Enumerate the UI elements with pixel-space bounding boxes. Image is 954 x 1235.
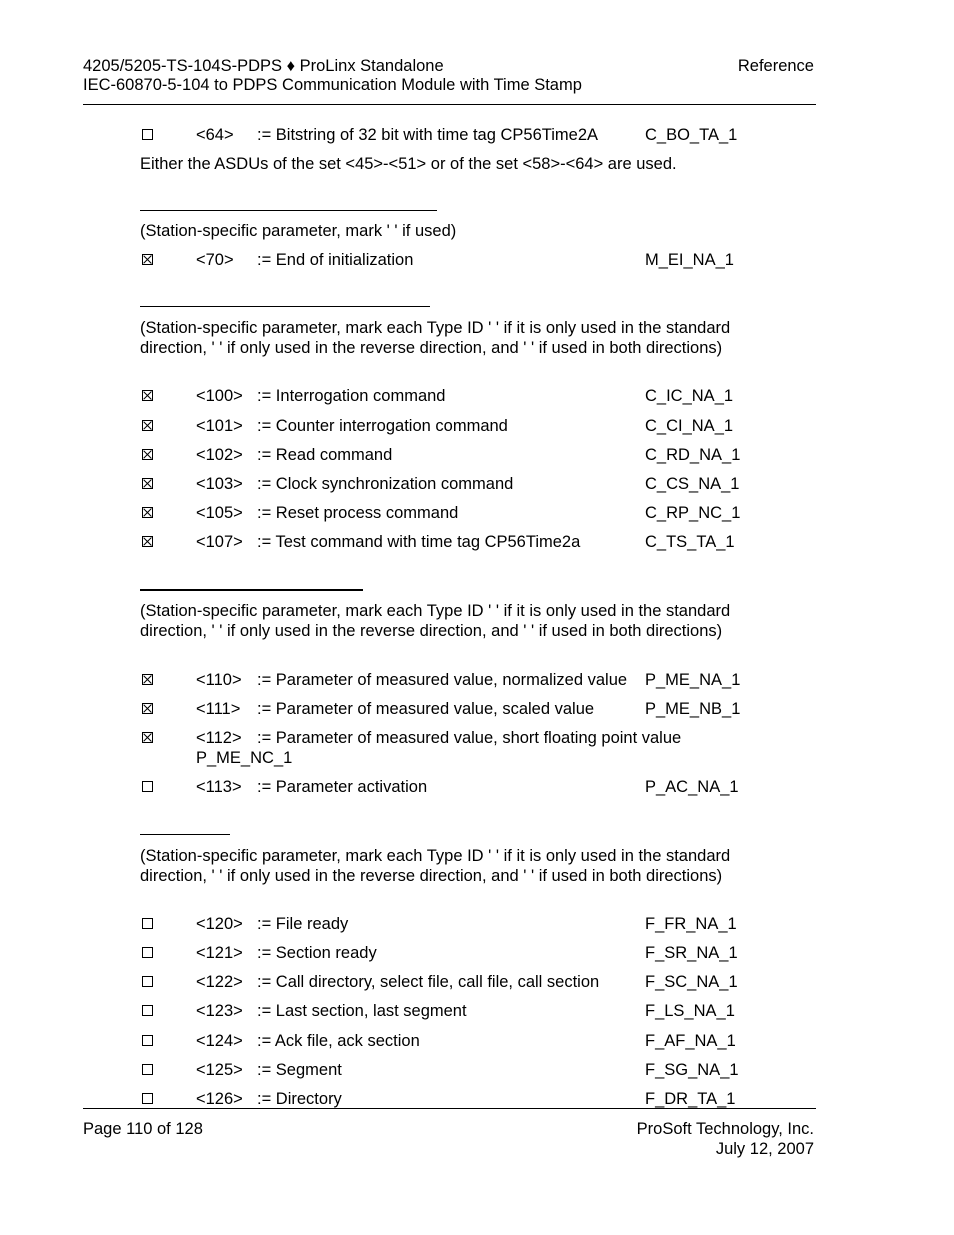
type-id: <125> [196, 1061, 243, 1079]
checkbox[interactable] [142, 918, 153, 929]
document-date: July 12, 2007 [715, 1139, 814, 1158]
type-id: <126> [196, 1090, 243, 1108]
type-code: C_CI_NA_1 [645, 417, 734, 435]
checkbox[interactable] [142, 1093, 153, 1104]
section-instruction: (Station-specific parameter, mark each Type ID ' ' if it is only used in the standard direction, ' ' if only used in the reverse direction, and ' ' if used in both directions) [140, 602, 731, 640]
section-instruction: (Station-specific parameter, mark each Type ID ' ' if it is only used in the standard direction, ' ' if only used in the reverse direction, and ' ' if used in both directions) [140, 319, 731, 357]
checked-checkbox[interactable] [142, 449, 153, 460]
type-description: := Directory [257, 1090, 342, 1108]
type-description: := Clock synchronization command [257, 475, 514, 493]
section-instruction: (Station-specific parameter, mark each Type ID ' ' if it is only used in the standard direction, ' ' if only used in the reverse direction, and ' ' if used in both directions) [140, 847, 731, 885]
type-code: F_AF_NA_1 [645, 1032, 736, 1050]
type-code: P_ME_NC_1 [196, 749, 293, 767]
type-code: F_SC_NA_1 [645, 973, 738, 991]
type-id-row-100 [140, 387, 816, 407]
type-description: := Segment [257, 1061, 342, 1079]
type-code: F_DR_TA_1 [645, 1090, 736, 1108]
checked-checkbox[interactable] [142, 732, 153, 743]
type-id-row-121 [140, 944, 816, 964]
document-header-title [83, 57, 582, 95]
checked-checkbox[interactable] [142, 507, 153, 518]
checkbox[interactable] [142, 947, 153, 958]
header-divider [83, 104, 816, 105]
type-description: := File ready [257, 915, 349, 933]
type-id-row-107 [140, 533, 816, 553]
type-code: C_CS_NA_1 [645, 475, 740, 493]
type-id: <100> [196, 387, 243, 405]
type-description: := Counter interrogation command [257, 417, 508, 435]
header-line-1: 4205/5205-TS-104S-PDPS ♦ ProLinx Standalone [83, 57, 444, 75]
section-heading-rule [140, 589, 363, 591]
type-id-row-111 [140, 700, 816, 720]
type-id: <112> [196, 729, 242, 747]
checkbox[interactable] [142, 1064, 153, 1075]
type-id-row-122 [140, 973, 816, 993]
page-number: Page 110 of 128 [83, 1120, 203, 1138]
asdu-set-note: Either the ASDUs of the set <45>-<51> or of the set <58>-<64> are used. [140, 155, 677, 173]
type-code: M_EI_NA_1 [645, 251, 734, 269]
type-code: C_RP_NC_1 [645, 504, 741, 522]
type-description: := Parameter of measured value, scaled value [257, 700, 595, 718]
company-name: ProSoft Technology, Inc. [636, 1120, 814, 1138]
checked-checkbox[interactable] [142, 420, 153, 431]
section-heading-rule [140, 834, 230, 835]
type-description: := Parameter of measured value, normalized value [257, 671, 628, 689]
checked-checkbox[interactable] [142, 478, 153, 489]
type-id-row-123 [140, 1002, 816, 1022]
type-id-row-101 [140, 417, 816, 437]
type-id-row-70 [140, 251, 816, 271]
type-description: := Reset process command [257, 504, 459, 522]
type-id: <110> [196, 671, 242, 689]
type-id-row-102 [140, 446, 816, 466]
type-id-row-126 [140, 1090, 816, 1110]
type-id: <120> [196, 915, 243, 933]
type-code: P_ME_NA_1 [645, 671, 741, 689]
type-id: <103> [196, 475, 243, 493]
type-description: := Section ready [257, 944, 377, 962]
type-description: := End of initialization [257, 251, 414, 269]
type-description: := Interrogation command [257, 387, 446, 405]
type-description: := Last section, last segment [257, 1002, 467, 1020]
type-id: <113> [196, 778, 242, 796]
type-id: <121> [196, 944, 243, 962]
type-id: <111> [196, 700, 241, 718]
checked-checkbox[interactable] [142, 674, 153, 685]
type-code: F_LS_NA_1 [645, 1002, 735, 1020]
type-description: := Bitstring of 32 bit with time tag CP56Time2A [257, 126, 598, 144]
type-code: P_AC_NA_1 [645, 778, 739, 796]
type-description: := Read command [257, 446, 393, 464]
type-description: := Parameter activation [257, 778, 428, 796]
checked-checkbox[interactable] [142, 254, 153, 265]
type-description: := Call directory, select file, call file, call section [257, 973, 600, 991]
checkbox[interactable] [142, 781, 153, 792]
type-code: F_SG_NA_1 [645, 1061, 739, 1079]
type-id-row-103 [140, 475, 816, 495]
type-id: <70> [196, 251, 234, 269]
footer-divider [83, 1108, 816, 1109]
type-id: <101> [196, 417, 243, 435]
checked-checkbox[interactable] [142, 703, 153, 714]
type-id: <102> [196, 446, 243, 464]
type-description: := Ack file, ack section [257, 1032, 420, 1050]
type-id-row-105 [140, 504, 816, 524]
type-code: C_RD_NA_1 [645, 446, 741, 464]
type-code: P_ME_NB_1 [645, 700, 741, 718]
type-description: := Parameter of measured value, short floating point value [257, 729, 682, 747]
header-line-2: IEC-60870-5-104 to PDPS Communication Module with Time Stamp [83, 76, 582, 94]
header-section-label: Reference [737, 57, 814, 75]
type-code: F_FR_NA_1 [645, 915, 737, 933]
type-code: C_BO_TA_1 [645, 126, 738, 144]
type-id: <123> [196, 1002, 243, 1020]
section-heading-rule [140, 210, 437, 211]
type-id: <107> [196, 533, 243, 551]
checked-checkbox[interactable] [142, 536, 153, 547]
checkbox[interactable] [142, 1035, 153, 1046]
type-id-row-113 [140, 778, 816, 798]
type-id-row-110 [140, 671, 816, 691]
section-instruction: (Station-specific parameter, mark ' ' if used) [140, 222, 457, 240]
section-heading-rule [140, 306, 430, 307]
type-id: <105> [196, 504, 243, 522]
checked-checkbox[interactable] [142, 390, 153, 401]
type-code: C_TS_TA_1 [645, 533, 735, 551]
type-id: <124> [196, 1032, 243, 1050]
type-id: <64> [196, 126, 234, 144]
type-description: := Test command with time tag CP56Time2a [257, 533, 581, 551]
type-code: F_SR_NA_1 [645, 944, 738, 962]
footer-company-block [637, 1120, 814, 1159]
type-id-row-64 [140, 126, 816, 146]
type-id: <122> [196, 973, 243, 991]
type-code: C_IC_NA_1 [645, 387, 734, 405]
checkbox[interactable] [142, 976, 153, 987]
type-id-row-120 [140, 915, 816, 935]
checkbox[interactable] [142, 129, 153, 140]
type-id-row-124 [140, 1032, 816, 1052]
type-id-row-125 [140, 1061, 816, 1081]
type-id-row-112 [140, 729, 816, 767]
checkbox[interactable] [142, 1005, 153, 1016]
